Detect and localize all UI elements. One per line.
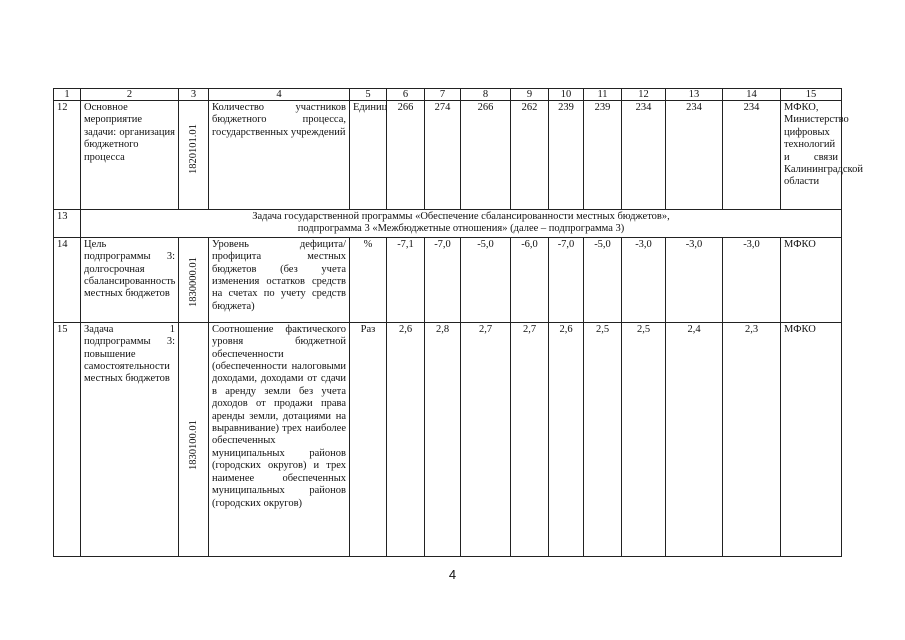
column-header: 13 — [666, 89, 723, 101]
activity-name: Задача 1 подпрограммы 3: повышение самостоятельности местных бюджетов — [81, 322, 179, 556]
value-cell: -3,0 — [666, 237, 723, 322]
column-header: 7 — [425, 89, 461, 101]
unit: % — [350, 237, 387, 322]
value-cell: 234 — [666, 101, 723, 210]
value-cell: 239 — [549, 101, 584, 210]
value-cell: -3,0 — [723, 237, 781, 322]
column-numbers-row — [54, 89, 842, 101]
column-header: 2 — [81, 89, 179, 101]
value-cell: -7,0 — [425, 237, 461, 322]
table-row — [54, 237, 842, 322]
value-cell: 2,5 — [622, 322, 666, 556]
value-cell: -5,0 — [461, 237, 511, 322]
activity-name: Основное мероприятие задачи: организация бюджетного процесса — [81, 101, 179, 210]
page-number: 4 — [448, 567, 457, 582]
indicator-name: Соотношение фактического уровня бюджетной обеспеченности (обеспеченности налоговыми доходами, доходами от сдачи в аренду земли без учета доходов от продажи права аренды земли, дотациями на выравнивание) трех наиболее обеспеченных муниципальных районов (городских округов) и трех наименее обеспеченных муниципальных районов (городских округов) — [209, 322, 350, 556]
column-header: 15 — [781, 89, 842, 101]
value-cell: 2,5 — [584, 322, 622, 556]
table-row — [54, 101, 842, 210]
unit: Раз — [350, 322, 387, 556]
value-cell: 274 — [425, 101, 461, 210]
column-header: 14 — [723, 89, 781, 101]
task-heading-line: подпрограмма 3 «Межбюджетные отношения» (далее – подпрограмма 3) — [297, 223, 625, 235]
value-cell: 2,7 — [511, 322, 549, 556]
value-cell: 266 — [461, 101, 511, 210]
code-cell — [179, 101, 209, 210]
column-header: 11 — [584, 89, 622, 101]
row-number: 14 — [54, 237, 81, 322]
column-header: 5 — [350, 89, 387, 101]
column-header: 10 — [549, 89, 584, 101]
code-value: 1820101.01 — [187, 124, 199, 174]
code-cell — [179, 237, 209, 322]
value-cell: -5,0 — [584, 237, 622, 322]
row-number: 15 — [54, 322, 81, 556]
value-cell: 234 — [723, 101, 781, 210]
value-cell: -7,1 — [387, 237, 425, 322]
indicators-table — [53, 88, 863, 557]
column-header: 4 — [209, 89, 350, 101]
value-cell: 262 — [511, 101, 549, 210]
indicator-name: Уровень дефицита/ профицита местных бюджетов (без учета изменения остатков средств на счетах по учету средств бюджета) — [209, 237, 350, 322]
responsible: МФКО, Министерство цифровых технологий и связи Калининградской области — [781, 101, 842, 210]
value-cell: 266 — [387, 101, 425, 210]
value-cell: 239 — [584, 101, 622, 210]
value-cell: 2,6 — [549, 322, 584, 556]
row-number: 12 — [54, 101, 81, 210]
value-cell: -7,0 — [549, 237, 584, 322]
unit: Единиц — [350, 101, 387, 210]
task-heading-line: Задача государственной программы «Обеспечение сбалансированности местных бюджетов», — [252, 211, 670, 222]
task-heading — [81, 210, 842, 238]
code-cell — [179, 322, 209, 556]
value-cell: 2,8 — [425, 322, 461, 556]
value-cell: 2,3 — [723, 322, 781, 556]
value-cell: 234 — [622, 101, 666, 210]
code-value: 1830000.01 — [187, 256, 199, 307]
responsible: МФКО — [781, 322, 842, 556]
row-number: 13 — [54, 210, 81, 238]
table-row — [54, 322, 842, 556]
value-cell: -3,0 — [622, 237, 666, 322]
column-header: 6 — [387, 89, 425, 101]
value-cell: 2,4 — [666, 322, 723, 556]
value-cell: -6,0 — [511, 237, 549, 322]
column-header: 3 — [179, 89, 209, 101]
value-cell: 2,7 — [461, 322, 511, 556]
column-header: 12 — [622, 89, 666, 101]
responsible: МФКО — [781, 237, 842, 322]
code-value: 1830100.01 — [187, 419, 199, 470]
indicator-name: Количество участников бюджетного процесса, государственных учреждений — [209, 101, 350, 210]
value-cell: 2,6 — [387, 322, 425, 556]
column-header: 8 — [461, 89, 511, 101]
column-header: 1 — [54, 89, 81, 101]
table-row — [54, 210, 842, 238]
activity-name: Цель подпрограммы 3: долгосрочная сбалансированность местных бюджетов — [81, 237, 179, 322]
column-header: 9 — [511, 89, 549, 101]
